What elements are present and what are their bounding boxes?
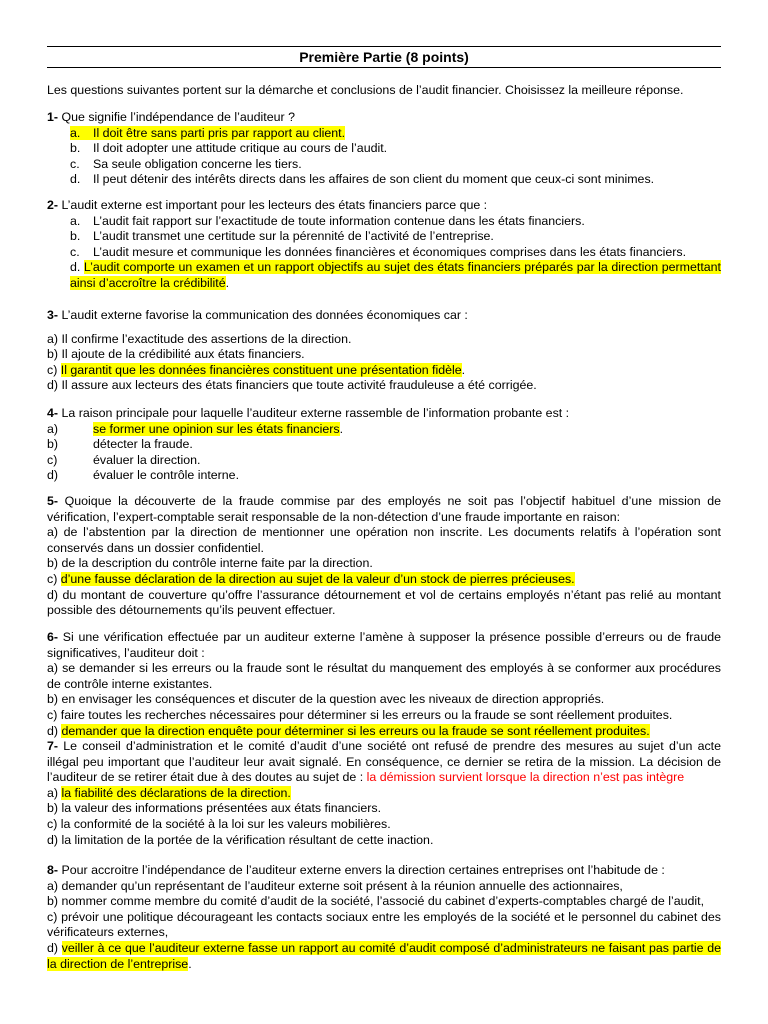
intro-text: Les questions suivantes portent sur la démarche et conclusions de l’audit financier. Choisissez la meilleure réponse. [47,83,684,97]
answer-c-highlighted: d’une fausse déclaration de la direction au sujet de la valeur d’un stock de pierres précieuses. [60,571,575,586]
answer-b: b) la valeur des informations présentées aux états financiers. [47,801,382,816]
question-4 [47,406,721,484]
answer-b: b. L’audit transmet une certitude sur la pérennité de l’activité de l’entreprise. [70,229,494,244]
answer-d: d. Il peut détenir des intérêts directs dans les affaires de son client du moment que ceux-ci sont minimes. [70,172,655,187]
question-text: Que signifie l’indépendance de l’auditeur ? [58,110,295,124]
question-8 [47,863,721,972]
question-number: 2- [47,198,59,212]
answer-d: d) évaluer le contrôle interne. [47,468,240,483]
answer-d: d) du montant de couverture qu’offre l’assurance détournement et vol de certains employés n’étant pas relié au montant possible des détournements qu’ils peuvent effectuer. [47,587,721,618]
question-number: 8- [47,863,59,877]
answer-a: a) demander qu’un représentant de l’auditeur externe soit présent à la réunion annuelle des actionnaires, [47,878,623,893]
answer-c: c) d’une fausse déclaration de la direction au sujet de la valeur d’un stock de pierres précieuses. [47,571,575,586]
question-7 [47,739,721,848]
answer-d-highlighted: L’audit comporte un examen et un rapport objectifs au sujet des états financiers préparés par la direction permettant ainsi d’accroître la crédibilité [70,260,721,290]
question-number: 3- [47,308,59,322]
question-text: Le conseil d’administration et le comité d’audit d’une société ont refusé de prendre des mesures au sujet d’un acte illégal peu important que l’auditeur leur avait signalé. En conséquence, ce dernier se retira de la mission. La décision de l’auditeur de se retirer était due à des doutes au sujet de : [47,739,721,785]
answer-d: d) la limitation de la portée de la vérification résultant de cette inaction. [47,832,434,847]
answer-a-highlighted: se former une opinion sur les états financiers [93,421,340,436]
answer-a: a) Il confirme l’exactitude des assertions de la direction. [47,331,352,346]
question-text: Pour accroitre l’indépendance de l’auditeur externe envers la direction certaines entreprises ont l’habitude de : [58,863,665,877]
answer-b: b) en envisager les conséquences et discuter de la question avec les niveaux de direction appropriés. [47,692,605,707]
answer-c: c) Il garantit que les données financières constituent une présentation fidèle. [47,362,466,377]
answer-d-highlighted: demander que la direction enquête pour déterminer si les erreurs ou la fraude se sont réellement produites. [61,723,650,738]
answer-a: a) la fiabilité des déclarations de la direction. [47,785,291,800]
question-number: 5- [47,494,59,508]
question-number: 1- [47,110,59,124]
answer-c-highlighted: Il garantit que les données financières constituent une présentation fidèle [60,362,462,377]
answer-d-highlighted: veiller à ce que l’auditeur externe fasse un rapport au comité d’audit composé d’administrateurs ne faisant pas partie de la direction de l’entreprise [47,940,721,971]
answer-d: d) veiller à ce que l’auditeur externe fasse un rapport au comité d’audit composé d’administrateurs ne faisant pas partie de la direction de l’entreprise. [47,940,721,971]
answer-b: b) de la description du contrôle interne faite par la direction. [47,556,373,571]
question-text: L’audit externe est important pour les lecteurs des états financiers parce que : [58,198,488,212]
answer-d: d) Il assure aux lecteurs des états financiers que toute activité frauduleuse a été corrigée. [47,378,537,393]
answer-c: c. L’audit mesure et communique les données financières et économiques comprises dans les états financiers. [70,244,687,259]
question-text: Si une vérification effectuée par un auditeur externe l’amène à supposer la présence possible d’erreurs ou de fraude significatives, l’auditeur doit : [47,630,721,660]
answer-d: d. L’audit comporte un examen et un rapport objectifs au sujet des états financiers préparés par la direction permettant ainsi d’accroître la crédibilité. [70,260,721,290]
question-text: Quoique la découverte de la fraude commise par des employés ne soit pas l’objectif habituel d’une mission de vérification, l’expert-comptable serait responsable de la non-détection d’une fraude importante en raison: [47,494,721,524]
question-6 [47,630,721,739]
answer-c: c) prévoir une politique décourageant les contacts sociaux entre les employés de la société et le personnel du cabinet des vérificateurs externes, [47,909,721,940]
answer-a-highlighted: a. Il doit être sans parti pris par rapport au client. [70,125,346,140]
answer-a: a) se demander si les erreurs ou la fraude sont le résultat du manquement des employés à se conformer aux procédures de contrôle interne existantes. [47,661,721,691]
answer-c: c. Sa seule obligation concerne les tiers. [70,156,302,171]
answer-d: d) demander que la direction enquête pour déterminer si les erreurs ou la fraude se sont réellement produites. [47,723,650,738]
question-5 [47,494,721,619]
question-number: 7- [47,739,59,753]
annotation-note: la démission survient lorsque la direction n’est pas intègre [366,770,685,785]
answer-a: a) de l’abstention par la direction de mentionner une opération non inscrite. Les documents relatifs à l’opération sont conservés dans un dossier confidentiel. [47,525,721,555]
question-number: 4- [47,406,59,420]
page-title: Première Partie (8 points) [47,46,721,68]
answer-a-highlighted: la fiabilité des déclarations de la direction. [61,785,291,800]
answer-b: b) Il ajoute de la crédibilité aux états financiers. [47,347,305,362]
question-text: La raison principale pour laquelle l’auditeur externe rassemble de l’information probante est : [58,406,570,420]
question-2 [47,198,721,292]
answer-c: c) la conformité de la société à la loi sur les valeurs mobilières. [47,816,391,831]
question-1 [47,110,721,188]
answer-c: c) faire toutes les recherches nécessaires pour déterminer si les erreurs ou la fraude se sont réellement produites. [47,707,673,722]
answer-b: b) nommer comme membre du comité d’audit de la société, l’associé du cabinet d’experts-comptables chargé de l’audit, [47,894,705,909]
answer-b: b) détecter la fraude. [47,437,193,452]
question-text: L’audit externe favorise la communication des données économiques car : [58,308,468,322]
answer-a: a) se former une opinion sur les états financiers. [47,421,344,436]
answer-a: a. L’audit fait rapport sur l’exactitude de toute information contenue dans les états financiers. [70,213,585,228]
question-3 [47,308,721,394]
answer-b: b. Il doit adopter une attitude critique au cours de l’audit. [70,141,388,156]
answer-c: c) évaluer la direction. [47,452,201,467]
question-number: 6- [47,630,59,644]
